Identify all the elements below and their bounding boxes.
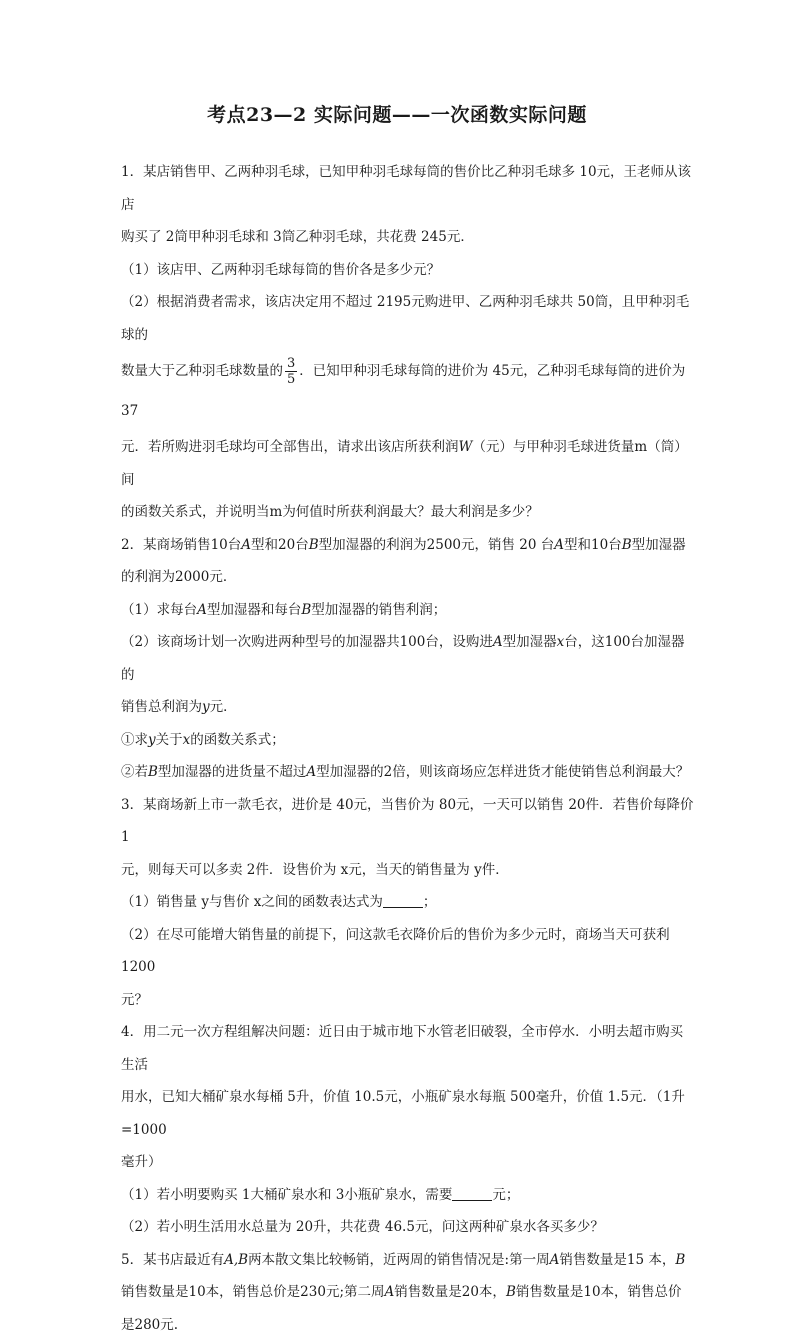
- variable: B: [301, 602, 311, 618]
- q5-stem-line3: 是280元.: [121, 1309, 696, 1341]
- text-segment: ①求: [121, 732, 148, 748]
- variable: A: [550, 1252, 560, 1268]
- q2-stem-line1: [121, 529, 696, 562]
- q2-part1: [121, 594, 696, 627]
- q1-part2-line3: [121, 431, 696, 496]
- variable: A: [493, 634, 503, 650]
- text-segment: 的函数关系式，并说明当: [121, 504, 270, 520]
- text-segment: 型加湿器的进货量不超过: [158, 764, 307, 780]
- text-segment: 型加湿器和每台: [207, 602, 302, 618]
- answer-blank[interactable]: [383, 893, 423, 908]
- q1-stem-line2: 购买了 2筒甲种羽毛球和 3筒乙种羽毛球，共花费 245元．: [121, 221, 696, 254]
- text-segment: （筒）间: [121, 439, 688, 488]
- text-segment: 2．某商场销售10台: [121, 537, 241, 553]
- variable: A: [385, 1284, 395, 1300]
- q4-stem-line3: 毫升）: [121, 1146, 696, 1179]
- q2-part2-line1: [121, 626, 696, 691]
- text-segment: 销售数量是10本，销售总价是230元;第二周: [121, 1284, 385, 1300]
- q5-stem-line1: [121, 1244, 696, 1277]
- text-segment: （1）求每台: [121, 602, 197, 618]
- variable: B: [675, 1252, 685, 1268]
- q2-part2-line2: [121, 691, 696, 724]
- question-3: [121, 789, 696, 1017]
- text-segment: 销售数量是10本，销售总价: [516, 1284, 682, 1300]
- text-segment: （元）与甲种羽毛球进货量: [472, 439, 634, 455]
- q2-subpart1: [121, 724, 696, 757]
- question-1: [121, 156, 696, 529]
- text-segment: 台，这100台加湿器的: [121, 634, 685, 683]
- text-segment: 元；: [492, 1187, 519, 1203]
- text-segment: 型加湿器的利润为2500元，销售 20 台: [319, 537, 555, 553]
- variable: B: [148, 764, 158, 780]
- variable: A: [306, 764, 316, 780]
- variable: A,B: [224, 1252, 248, 1268]
- text-segment: （2）该商场计划一次购进两种型号的加湿器共100台，设购进: [121, 634, 493, 650]
- q3-stem-line2: 元，则每天可以多卖 2件．设售价为 x元，当天的销售量为 y件．: [121, 854, 696, 887]
- variable: A: [241, 537, 251, 553]
- fraction-denominator: 5: [285, 372, 297, 387]
- text-segment: 关于: [156, 732, 183, 748]
- variable: y: [148, 732, 156, 748]
- variable: A: [554, 537, 564, 553]
- q4-stem-line1: 4．用二元一次方程组解决问题：近日由于城市地下水管老旧破裂，全市停水．小明去超市购买生活: [121, 1016, 696, 1081]
- text-segment: 销售数量是15 本，: [559, 1252, 675, 1268]
- q1-part2-line1: （2）根据消费者需求，该店决定用不超过 2195元购进甲、乙两种羽毛球共 50筒，且甲种羽毛球的: [121, 286, 696, 351]
- q2-subpart2: [121, 756, 696, 789]
- variable: W: [459, 439, 473, 455]
- page-title: 考点23—2 实际问题——一次函数实际问题: [0, 100, 794, 127]
- text-segment: 的函数关系式；: [190, 732, 285, 748]
- text-segment: 型和20台: [251, 537, 309, 553]
- fraction: [285, 356, 297, 387]
- text-segment: ．已知甲种羽毛球每筒的进价为 45元，乙种羽毛球每筒的进价为 37: [121, 363, 685, 419]
- text-segment: 型加湿器的2倍，则该商场应怎样进货才能使销售总利润最大？: [316, 764, 689, 780]
- q1-part1: （1）该店甲、乙两种羽毛球每筒的售价各是多少元？: [121, 254, 696, 287]
- q2-stem-line2: 的利润为2000元．: [121, 561, 696, 594]
- text-segment: 两本散文集比较畅销，近两周的销售情况是:第一周: [248, 1252, 550, 1268]
- question-2: [121, 529, 696, 789]
- text-segment: ②若: [121, 764, 148, 780]
- text-segment: 元．: [210, 699, 237, 715]
- q3-part2-line2: 元？: [121, 984, 696, 1017]
- q3-part2-line1: （2）在尽可能增大销售量的前提下，问这款毛衣降价后的售价为多少元时，商场当天可获利 1200: [121, 919, 696, 984]
- text-segment: 元．若所购进羽毛球均可全部售出，请求出该店所获利润: [121, 439, 459, 455]
- text-segment: 型加湿器: [503, 634, 557, 650]
- text-segment: 型加湿器: [632, 537, 686, 553]
- q1-part2-line2: [121, 351, 696, 431]
- text-segment: （1）若小明要购买 1大桶矿泉水和 3小瓶矿泉水，需要: [121, 1187, 452, 1203]
- question-4: [121, 1016, 696, 1244]
- text-segment: 数量大于乙种羽毛球数量的: [121, 363, 283, 379]
- variable: B: [506, 1284, 516, 1300]
- fraction-numerator: 3: [285, 356, 297, 372]
- variable: y: [202, 699, 210, 715]
- q1-part2-line4: [121, 496, 696, 529]
- text-segment: 型加湿器的销售利润；: [311, 602, 446, 618]
- text-segment: （1）销售量 y与售价 x之间的函数表达式为: [121, 894, 383, 910]
- variable: m: [634, 439, 647, 455]
- q4-stem-line2: 用水，已知大桶矿泉水每桶 5升，价值 10.5元，小瓶矿泉水每瓶 500毫升，价值 1.5元．（1升=1000: [121, 1081, 696, 1146]
- variable: A: [197, 602, 207, 618]
- text-segment: ；: [423, 894, 437, 910]
- q4-part1: [121, 1179, 696, 1212]
- q4-part2: （2）若小明生活用水总量为 20升，共花费 46.5元，问这两种矿泉水各买多少？: [121, 1211, 696, 1244]
- problem-list: [121, 156, 696, 1341]
- text-segment: 型和10台: [564, 537, 622, 553]
- text-segment: 销售总利润为: [121, 699, 202, 715]
- variable: x: [183, 732, 191, 748]
- answer-blank[interactable]: [452, 1186, 492, 1201]
- q3-stem-line1: 3．某商场新上市一款毛衣，进价是 40元，当售价为 80元，一天可以销售 20件．若售价每降价 1: [121, 789, 696, 854]
- q3-part1: [121, 886, 696, 919]
- question-5: [121, 1244, 696, 1341]
- q1-stem-line1: 1．某店销售甲、乙两种羽毛球，已知甲种羽毛球每筒的售价比乙种羽毛球多 10元，王老师从该店: [121, 156, 696, 221]
- text-segment: 销售数量是20本，: [394, 1284, 506, 1300]
- variable: B: [309, 537, 319, 553]
- variable: x: [557, 634, 565, 650]
- text-segment: 5．某书店最近有: [121, 1252, 224, 1268]
- variable: B: [622, 537, 632, 553]
- variable: m: [270, 504, 283, 520]
- q5-stem-line2: [121, 1276, 696, 1309]
- text-segment: 为何值时所获利润最大？最大利润是多少？: [282, 504, 539, 520]
